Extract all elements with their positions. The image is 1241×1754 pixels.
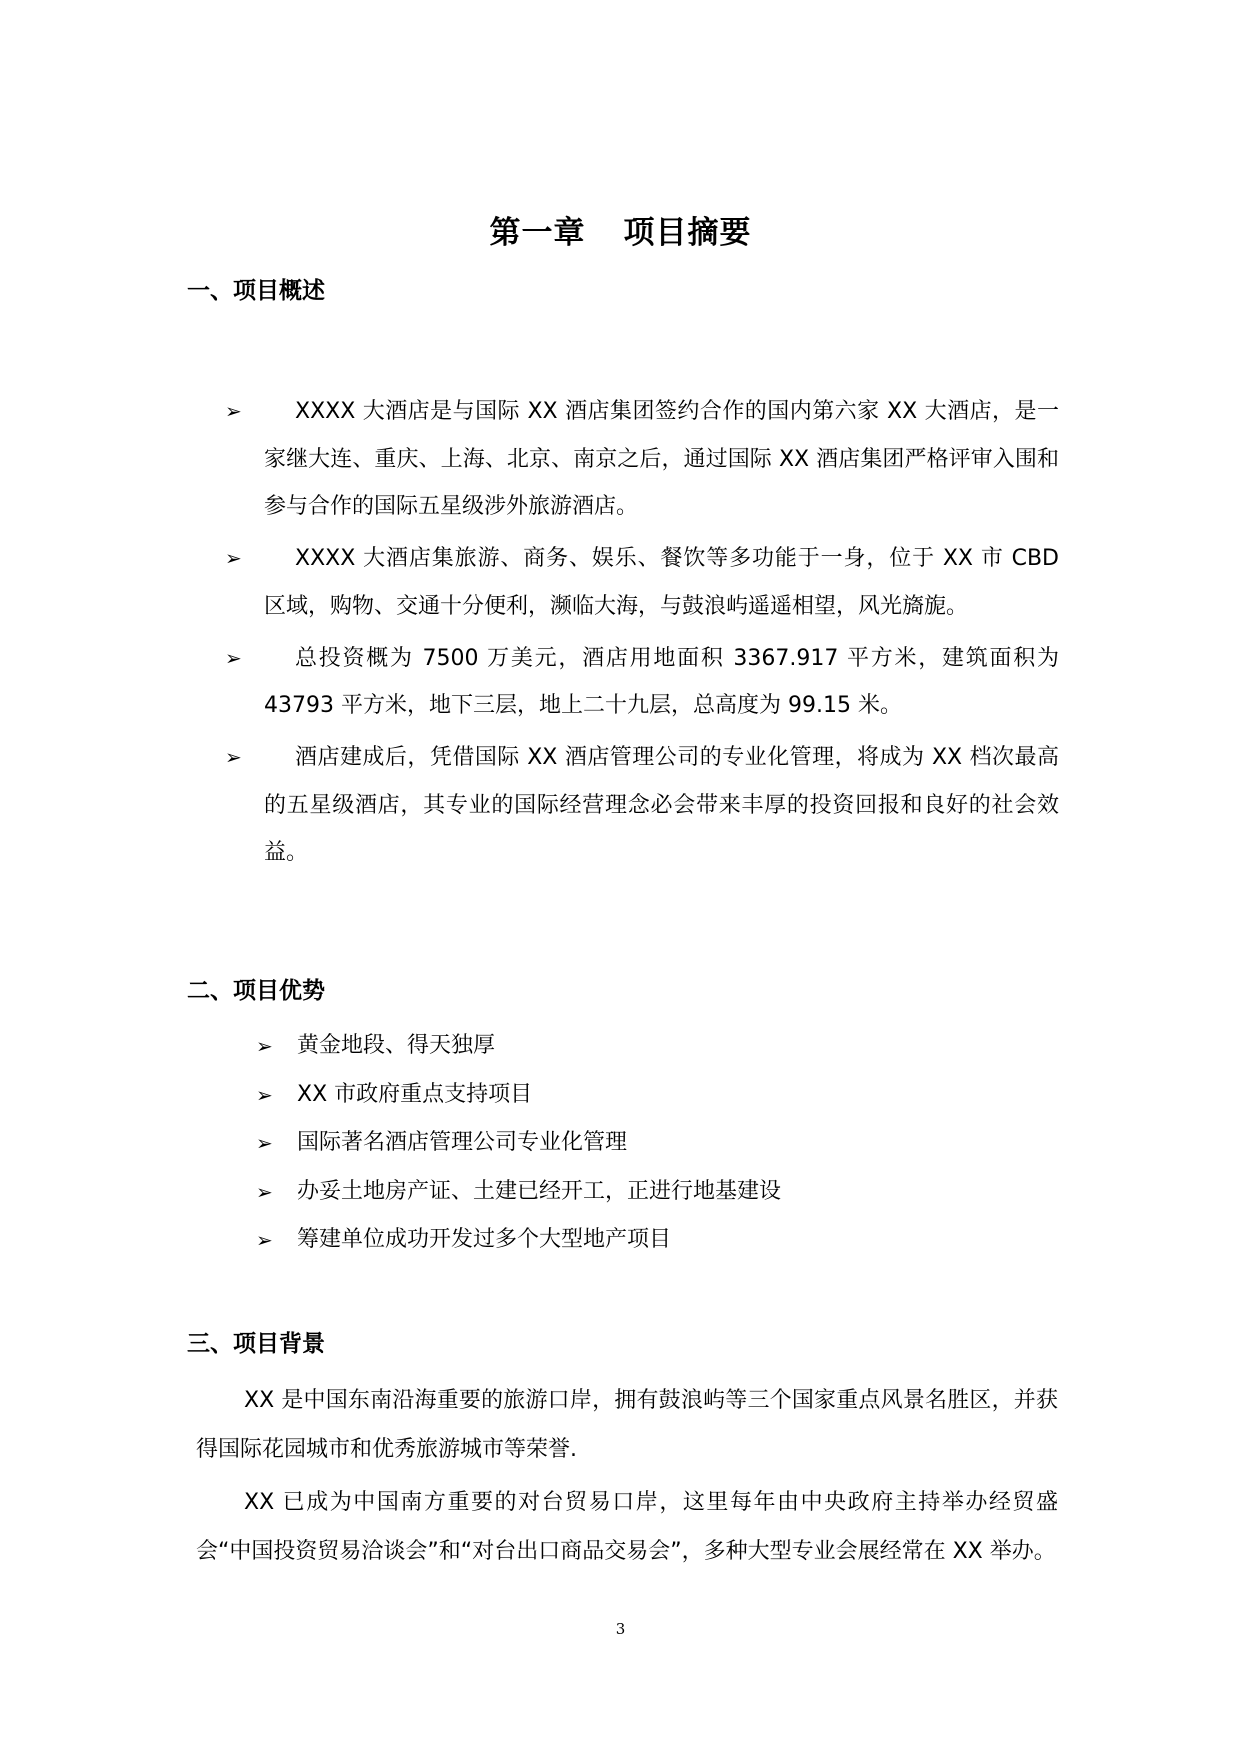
section-heading-background: 三、项目背景 bbox=[187, 1331, 325, 1357]
list-item-text: 筹建单位成功开发过多个大型地产项目 bbox=[297, 1227, 672, 1252]
list-item bbox=[225, 635, 1059, 730]
list-item bbox=[256, 1119, 1056, 1168]
background-paragraph: XX 已成为中国南方重要的对台贸易口岸，这里每年由中央政府主持举办经贸盛会“中国投资贸易洽谈会”和“对台出口商品交易会”，多种大型专业会展经常在 XX 举办。 bbox=[196, 1490, 1058, 1564]
arrow-bullet-icon: ➢ bbox=[225, 744, 242, 769]
arrow-bullet-icon: ➢ bbox=[256, 1179, 273, 1204]
overview-list bbox=[225, 388, 1060, 881]
arrow-bullet-icon: ➢ bbox=[225, 546, 242, 571]
arrow-bullet-icon: ➢ bbox=[256, 1228, 273, 1252]
list-item-text: 黄金地段、得天独厚 bbox=[297, 1033, 496, 1058]
arrow-bullet-icon: ➢ bbox=[256, 1034, 273, 1058]
list-item bbox=[225, 734, 1059, 877]
list-item-text: XXXX 大酒店集旅游、商务、娱乐、餐饮等多功能于一身，位于 XX 市 CBD 区域，购物、交通十分便利，濒临大海，与鼓浪屿遥遥相望，风光旖旎。 bbox=[264, 546, 1060, 619]
list-item bbox=[256, 1168, 1056, 1217]
chapter-number: 第一章 bbox=[489, 215, 586, 251]
list-item bbox=[256, 1216, 1056, 1265]
section-heading-overview: 一、项目概述 bbox=[187, 278, 325, 304]
list-item bbox=[225, 535, 1060, 630]
list-item-text: 办妥土地房产证、土建已经开工，正进行地基建设 bbox=[297, 1178, 782, 1204]
chapter-title bbox=[0, 207, 1241, 252]
arrow-bullet-icon: ➢ bbox=[225, 399, 242, 423]
advantages-list bbox=[256, 1022, 1056, 1265]
arrow-bullet-icon: ➢ bbox=[256, 1082, 273, 1107]
chapter-heading: 项目摘要 bbox=[623, 215, 752, 251]
list-item-text: 总投资概为 7500 万美元，酒店用地面积 3367.917 平方米，建筑面积为 43793 平方米，地下三层，地上二十九层，总高度为 99.15 米。 bbox=[264, 645, 1059, 719]
page-number: 3 bbox=[615, 1620, 626, 1638]
arrow-bullet-icon: ➢ bbox=[256, 1131, 273, 1155]
list-item bbox=[225, 388, 1059, 531]
list-item-text: 酒店建成后，凭借国际 XX 酒店管理公司的专业化管理，将成为 XX 档次最高的五星级酒店，其专业的国际经营理念必会带来丰厚的投资回报和良好的社会效益。 bbox=[264, 744, 1059, 866]
section-heading-advantages: 二、项目优势 bbox=[187, 978, 325, 1004]
list-item-text: 国际著名酒店管理公司专业化管理 bbox=[297, 1130, 628, 1155]
list-item bbox=[256, 1022, 1056, 1071]
background-paragraph: XX 是中国东南沿海重要的旅游口岸，拥有鼓浪屿等三个国家重点风景名胜区，并获得国际花园城市和优秀旅游城市等荣誉. bbox=[196, 1388, 1058, 1462]
list-item-text: XXXX 大酒店是与国际 XX 酒店集团签约合作的国内第六家 XX 大酒店，是一家继大连、重庆、上海、北京、南京之后，通过国际 XX 酒店集团严格评审入围和参与合作的国际五星级涉外旅游酒店。 bbox=[264, 399, 1059, 520]
list-item-text: XX 市政府重点支持项目 bbox=[297, 1081, 533, 1107]
arrow-bullet-icon: ➢ bbox=[225, 645, 242, 670]
list-item bbox=[256, 1071, 1056, 1120]
